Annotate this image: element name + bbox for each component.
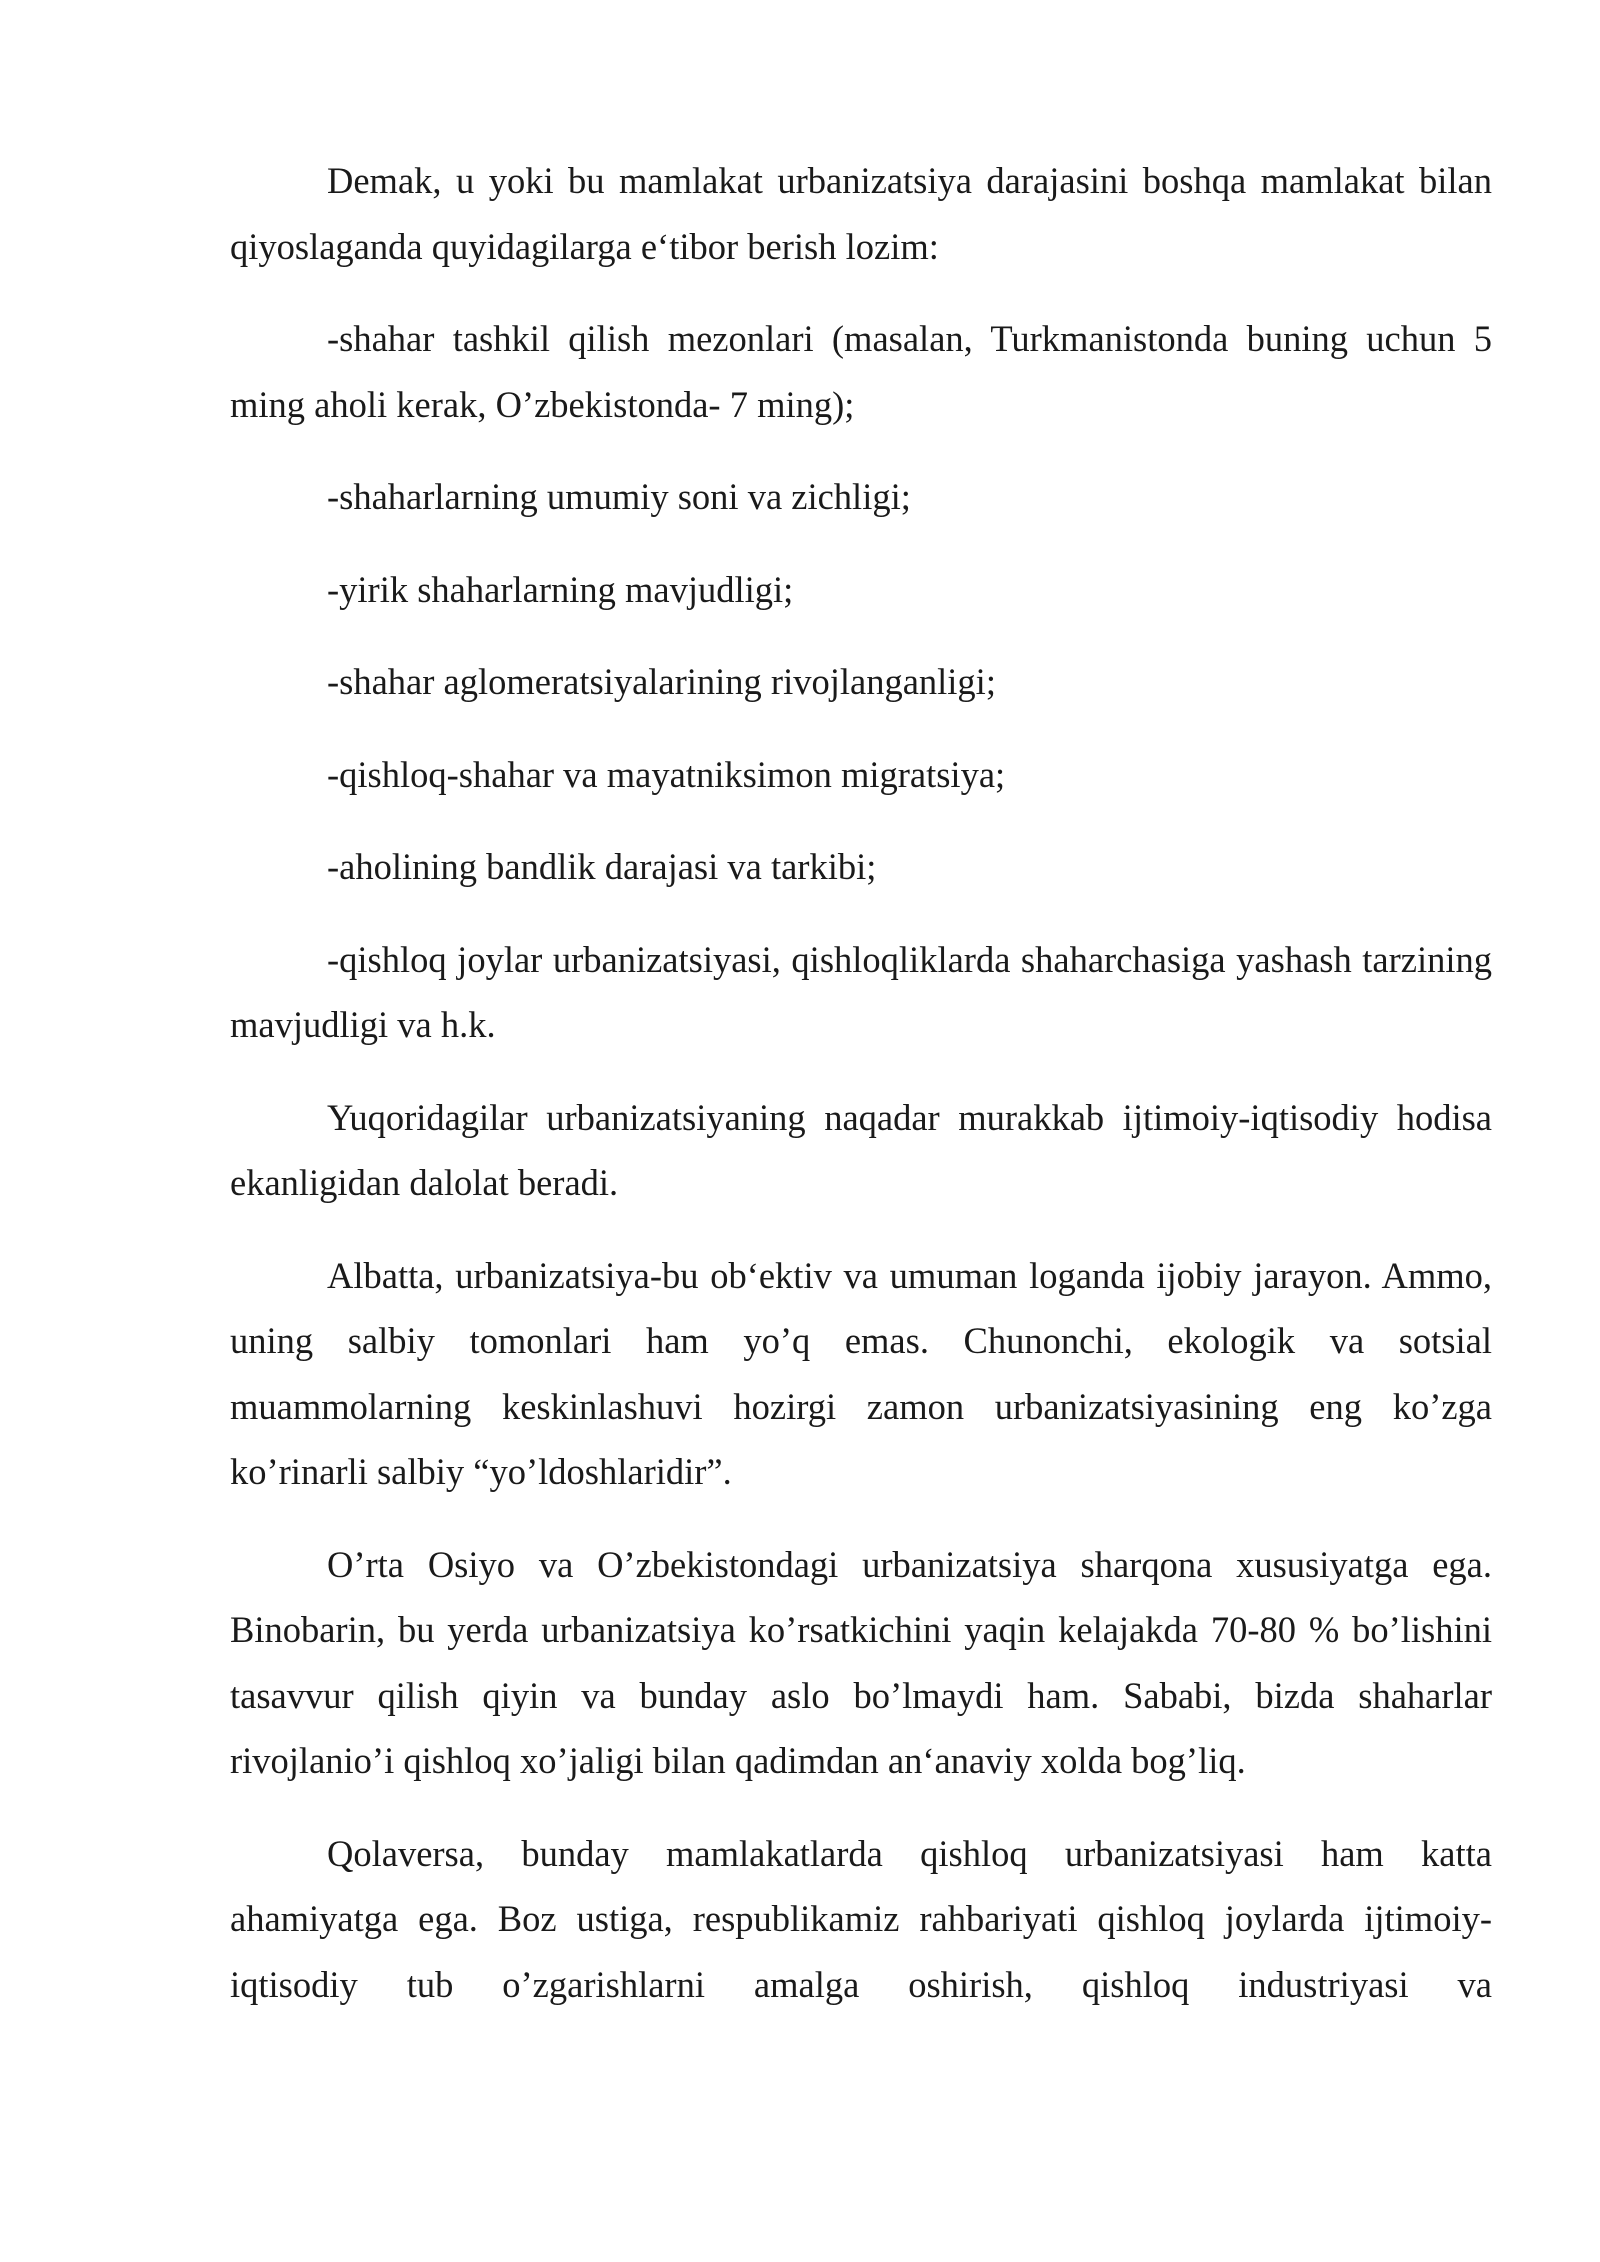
list-item-employment: -aholining bandlik darajasi va tarkibi; [327, 846, 877, 887]
paragraph-complexity: Yuqoridagilar urbanizatsiyaning naqadar murakkab ijtimoiy-iqtisodiy hodisa ekanligidan dalolat beradi. [230, 1096, 1492, 1203]
list-item-city-count-density: -shaharlarning umumiy soni va zichligi; [327, 476, 911, 517]
list-item-migration: -qishloq-shahar va mayatniksimon migratsiya; [327, 753, 1006, 795]
list-item-agglomerations: -shahar aglomeratsiyalarining rivojlanganligi; [327, 661, 996, 702]
paragraph-comparison-intro: Demak, u yoki bu mamlakat urbanizatsiya darajasini boshqa mamlakat bilan qiyoslaganda quyidagilarga e‘tibor berish lozim: [230, 160, 1492, 267]
list-item-large-cities: -yirik shaharlarning mavjudligi; [327, 568, 794, 610]
paragraph-central-asia: O’rta Osiyo va O’zbekistondagi urbanizatsiya sharqona xususiyatga ega. Binobarin, bu yerda urbanizatsiya ko’rsatkichini yaqin kelajakda 70-80 % bo’lishini tasavvur qilish qiyin va bunday aslo bo’lmaydi ham. Sababi, bizda shaharlar rivojlanio’i qishloq xo’jaligi bilan qadimdan an‘anaviy xolda bog’liq. [230, 1543, 1492, 1781]
paragraph-negative-sides: Albatta, urbanizatsiya-bu ob‘ektiv va umuman loganda ijobiy jarayon. Ammo, uning salbiy tomonlari ham yo’q emas. Chunonchi, ekologik va sotsial muammolarning keskinlashuvi hozirgi zamon urbanizatsiyasining eng ko’zga ko’rinarli salbiy “yo’ldoshlaridir”. [230, 1254, 1492, 1492]
document-body [230, 148, 1492, 2017]
list-item-city-criteria: -shahar tashkil qilish mezonlari (masalan, Turkmanistonda buning uchun 5 ming aholi kerak, O’zbekistonda- 7 ming); [230, 318, 1492, 425]
paragraph-rural-urbanization: Qolaversa, bunday mamlakatlarda qishloq urbanizatsiyasi ham katta ahamiyatga ega. Boz ustiga, respublikamiz rahbariyati qishloq joylarda ijtimoiy-iqtisodiy tub o’zgarishlarni amalga oshirish, qishloq industriyasi va [230, 1832, 1492, 2005]
list-item-rural-urbanization: -qishloq joylar urbanizatsiyasi, qishloqliklarda shaharchasiga yashash tarzining mavjudligi va h.k. [230, 938, 1492, 1045]
